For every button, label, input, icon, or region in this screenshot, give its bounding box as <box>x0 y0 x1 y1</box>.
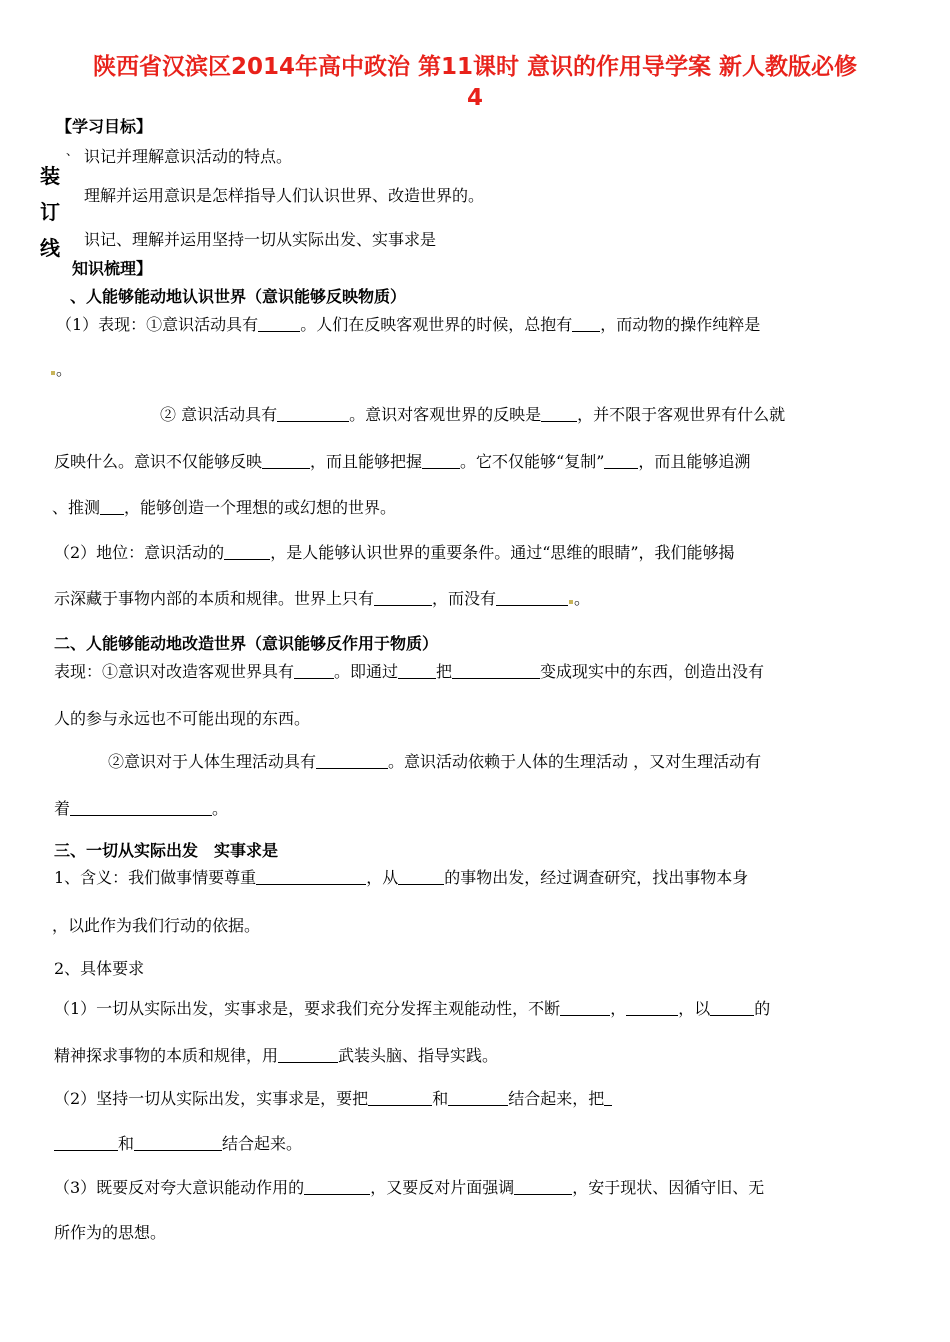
answer-blank[interactable] <box>374 589 432 606</box>
answer-blank[interactable] <box>496 589 568 606</box>
answer-blank[interactable] <box>278 1046 338 1063</box>
paragraph-line: 。 <box>50 359 72 381</box>
answer-blank[interactable] <box>452 662 540 679</box>
answer-blank[interactable] <box>304 1178 370 1195</box>
objective-item: 理解并运用意识是怎样指导人们认识世界、改造世界的。 <box>84 186 485 205</box>
objective-item: 识记并理解意识活动的特点。 <box>84 147 293 166</box>
answer-blank[interactable] <box>277 405 349 422</box>
document-title: 陕西省汉滨区2014年高中政治 第11课时 意识的作用导学案 新人教版必修 <box>92 54 858 80</box>
paragraph-line: 人的参与永远也不可能出现的东西。 <box>54 709 311 728</box>
paragraph-line: 所作为的思想。 <box>54 1223 167 1242</box>
binding-char: 装 <box>40 164 60 188</box>
answer-blank[interactable] <box>256 868 366 885</box>
answer-blank[interactable] <box>70 799 212 816</box>
marker-dot <box>51 371 55 375</box>
answer-blank[interactable] <box>398 662 436 679</box>
section-2-heading: 二、人能够能动地改造世界（意识能够反作用于物质） <box>54 634 439 653</box>
binding-char: 订 <box>40 200 60 224</box>
answer-blank[interactable] <box>368 1089 432 1106</box>
answer-blank[interactable] <box>448 1089 508 1106</box>
answer-blank[interactable] <box>604 452 638 469</box>
objective-item: 识记、理解并运用坚持一切从实际出发、实事求是 <box>84 230 437 249</box>
document-title-continued: 4 <box>466 85 483 111</box>
answer-blank[interactable] <box>626 999 678 1016</box>
answer-blank[interactable] <box>134 1134 222 1151</box>
answer-blank[interactable] <box>262 452 310 469</box>
marker-dot <box>569 600 573 604</box>
paragraph-line: ，以此作为我们行动的依据。 <box>52 916 261 935</box>
paragraph-line: 2、具体要求 <box>54 959 145 978</box>
objectives-bullet: 、 <box>66 144 79 158</box>
paragraph-line: 示深藏于事物内部的本质和规律。世界上只有 ，而没有 。 <box>54 589 591 608</box>
binding-char: 线 <box>40 236 60 260</box>
knowledge-heading: 知识梳理】 <box>72 259 153 278</box>
answer-blank[interactable] <box>514 1178 572 1195</box>
answer-blank[interactable] <box>398 868 444 885</box>
section-1-heading: 、人能够能动地认识世界（意识能够反映物质） <box>70 287 407 306</box>
paragraph-line: ②意识对于人体生理活动具有 。意识活动依赖于人体的生理活动 ，又对生理活动有 <box>108 752 762 771</box>
paragraph-line: 表现：①意识对改造客观世界具有 。即通过 把 变成现实中的东西，创造出没有 <box>54 662 765 681</box>
answer-blank[interactable] <box>258 315 300 332</box>
section-3-heading: 三、一切从实际出发 实事求是 <box>54 841 279 860</box>
paragraph-line: 和 结合起来。 <box>54 1133 302 1155</box>
paragraph-line: （2）坚持一切从实际出发，实事求是，要把 和 结合起来，把 <box>54 1088 612 1110</box>
paragraph-line: 反映什么。意识不仅能够反映 ，而且能够把握 。它不仅能够“复制” ，而且能够追溯 <box>54 452 751 471</box>
paragraph-line: 、推测 ，能够创造一个理想的或幻想的世界。 <box>52 498 397 517</box>
answer-blank[interactable] <box>604 1089 612 1106</box>
answer-blank[interactable] <box>572 315 600 332</box>
objectives-heading: 【学习目标】 <box>56 117 153 136</box>
binding-line-label <box>40 158 66 266</box>
answer-blank[interactable] <box>100 498 124 515</box>
paragraph-line: （1）一切从实际出发，实事求是，要求我们充分发挥主观能动性，不断 ， ，以 的 <box>54 999 771 1018</box>
answer-blank[interactable] <box>560 999 610 1016</box>
answer-blank[interactable] <box>294 662 334 679</box>
paragraph-line: （1）表现：①意识活动具有 。人们在反映客观世界的时候，总抱有 ，而动物的操作纯粹是 <box>56 315 761 334</box>
answer-blank[interactable] <box>54 1134 118 1151</box>
paragraph-line: 精神探求事物的本质和规律，用 武装头脑、指导实践。 <box>54 1046 499 1065</box>
answer-blank[interactable] <box>541 405 577 422</box>
answer-blank[interactable] <box>224 543 270 560</box>
paragraph-line: ② 意识活动具有 。意识对客观世界的反映是 ，并不限于客观世界有什么就 <box>160 405 786 424</box>
answer-blank[interactable] <box>316 752 388 769</box>
paragraph-line: 着 。 <box>54 799 229 818</box>
paragraph-line: （3）既要反对夸大意识能动作用的 ，又要反对片面强调 ，安于现状、因循守旧、无 <box>54 1178 765 1197</box>
answer-blank[interactable] <box>710 999 754 1016</box>
paragraph-line: （2）地位：意识活动的 ，是人能够认识世界的重要条件。通过“思维的眼睛”，我们能够揭 <box>54 543 735 562</box>
paragraph-line: 1、含义：我们做事情要尊重 ，从 的事物出发，经过调查研究，找出事物本身 <box>54 868 749 887</box>
answer-blank[interactable] <box>422 452 460 469</box>
